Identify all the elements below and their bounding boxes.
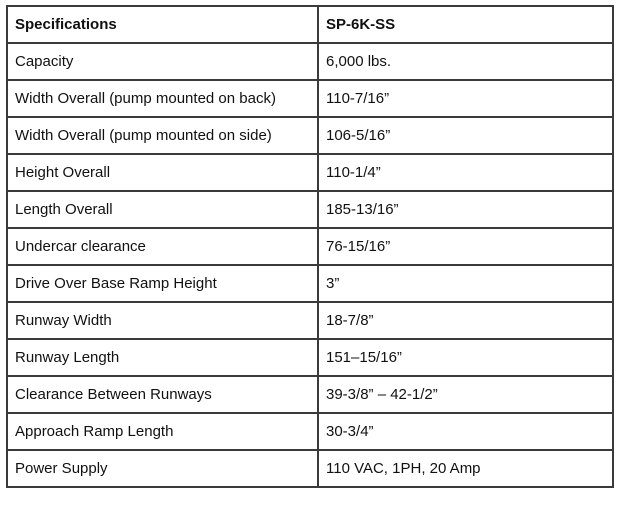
spec-label: Runway Length [7,339,318,376]
spec-label: Width Overall (pump mounted on side) [7,117,318,154]
table-row [7,413,613,450]
table-row [7,228,613,265]
spec-value: 106-5/16” [318,117,613,154]
spec-value: 18-7/8” [318,302,613,339]
spec-label: Power Supply [7,450,318,487]
spec-label: Length Overall [7,191,318,228]
table-row [7,265,613,302]
spec-label: Approach Ramp Length [7,413,318,450]
spec-label: Drive Over Base Ramp Height [7,265,318,302]
table-row [7,376,613,413]
spec-value: 3” [318,265,613,302]
spec-value: 30-3/4” [318,413,613,450]
table-row [7,80,613,117]
spec-label: Undercar clearance [7,228,318,265]
table-row [7,339,613,376]
spec-label: Clearance Between Runways [7,376,318,413]
table-row [7,191,613,228]
table-row [7,450,613,487]
table-row [7,154,613,191]
table-row [7,117,613,154]
spec-value: 110-7/16” [318,80,613,117]
table-row [7,302,613,339]
header-specifications: Specifications [7,6,318,43]
spec-value: 185-13/16” [318,191,613,228]
table-header-row [7,6,613,43]
spec-label: Capacity [7,43,318,80]
header-model: SP-6K-SS [318,6,613,43]
table-row [7,43,613,80]
spec-label: Height Overall [7,154,318,191]
spec-value: 76-15/16” [318,228,613,265]
spec-value: 6,000 lbs. [318,43,613,80]
spec-value: 110 VAC, 1PH, 20 Amp [318,450,613,487]
spec-value: 110-1/4” [318,154,613,191]
spec-value: 151–15/16” [318,339,613,376]
spec-value: 39-3/8” – 42-1/2” [318,376,613,413]
spec-label: Runway Width [7,302,318,339]
spec-label: Width Overall (pump mounted on back) [7,80,318,117]
specifications-table [6,5,614,488]
